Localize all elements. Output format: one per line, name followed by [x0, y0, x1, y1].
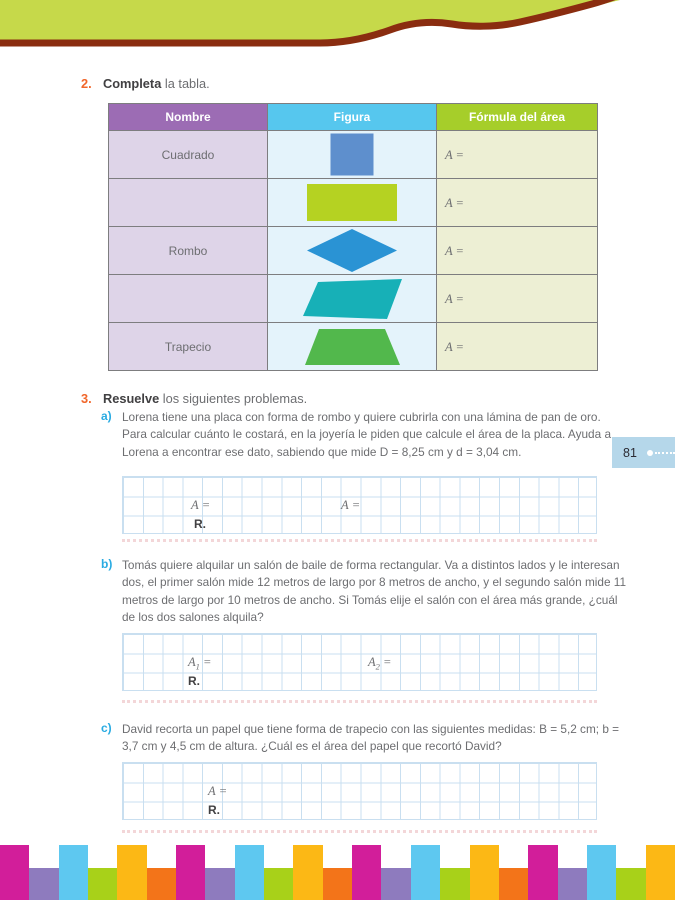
footer-block [147, 868, 176, 900]
footer-block [235, 845, 264, 900]
figure-cell [268, 131, 437, 179]
page-number-badge [612, 437, 675, 468]
figure-name: Cuadrado [109, 131, 268, 179]
exercise2-title-rest: la tabla. [161, 76, 210, 91]
exercise2-title-bold: Completa [103, 76, 162, 91]
footer-block [176, 845, 205, 900]
table-header-row [109, 104, 598, 131]
table-row [109, 275, 598, 323]
figure-cell [268, 227, 437, 275]
problem-c-text: David recorta un papel que tiene forma de trapecio con las siguientes medidas: B = 5,2 cm; b = 3,7 cm y 4,5 cm de altura. ¿Cuál es el área del papel que recortó David? [122, 722, 620, 754]
footer-block [264, 868, 293, 900]
top-wave-decoration [0, 0, 675, 58]
exercise2-title [103, 76, 210, 91]
answer-grid-a [122, 476, 597, 534]
area-formula-slot: A = [445, 195, 464, 210]
answer-grid-c [122, 762, 597, 820]
table-row [109, 323, 598, 371]
table-row [109, 179, 598, 227]
problem-a-text: Lorena tiene una placa con forma de rombo y quiere cubrirla con una lámina de pan de oro. Para calcular cuánto le costará, en la joyería le piden que calcule el área de la placa. Ayuda a Lorena a encontrar ese dato, sabiendo que mide D = 8,25 cm y d = 3,04 cm. [122, 410, 612, 459]
exercise3-number: 3. [81, 391, 92, 406]
badge-dotted-line [655, 452, 675, 454]
footer-block [440, 868, 469, 900]
footer-block [616, 868, 645, 900]
trapezoid-shape [305, 329, 400, 365]
footer-block [646, 845, 675, 900]
header-figura: Figura [268, 104, 437, 131]
exercise3-title [103, 391, 307, 406]
footer-block [528, 845, 557, 900]
rhombus-shape [307, 229, 397, 272]
footer-block [499, 868, 528, 900]
formula-slot: A = [191, 498, 211, 512]
formula-slot: $A_1$ = [188, 655, 212, 672]
footer-block [88, 868, 117, 900]
figure-name: Rombo [109, 227, 268, 275]
response-label: R. [194, 517, 206, 531]
formula-slot: A = [208, 784, 228, 798]
area-formula-slot: A = [445, 339, 464, 354]
area-formula-slot: A = [445, 291, 464, 306]
footer-block [411, 845, 440, 900]
footer-block [352, 845, 381, 900]
footer-block [59, 845, 88, 900]
table-row [109, 131, 598, 179]
footer-block [323, 868, 352, 900]
footer-block [587, 845, 616, 900]
table-row [109, 227, 598, 275]
exercise3-title-bold: Resuelve [103, 391, 160, 406]
separator-line [122, 830, 597, 833]
problem-a-label: a) [101, 409, 112, 423]
footer-block [29, 868, 58, 900]
figure-name: Trapecio [109, 323, 268, 371]
header-formula: Fórmula del área [437, 104, 598, 131]
header-nombre: Nombre [109, 104, 268, 131]
exercise2-number: 2. [81, 76, 92, 91]
figures-table [108, 103, 598, 371]
page-number: 81 [623, 445, 637, 460]
footer-block [558, 868, 587, 900]
square-shape [330, 133, 374, 176]
footer-block [381, 868, 410, 900]
formula-slot: A = [341, 498, 361, 512]
area-formula-slot: A = [445, 147, 464, 162]
response-label: R. [208, 803, 220, 817]
formula-slot: $A_2$ = [368, 655, 392, 672]
figure-cell [268, 323, 437, 371]
footer-blocks [0, 845, 675, 900]
answer-grid-b [122, 633, 597, 691]
exercise3-title-rest: los siguientes problemas. [159, 391, 308, 406]
response-label: R. [188, 674, 200, 688]
figure-name [109, 179, 268, 227]
badge-dot [647, 450, 653, 456]
problem-c-label: c) [101, 721, 112, 735]
area-formula-slot: A = [445, 243, 464, 258]
figure-cell [268, 275, 437, 323]
footer-block [205, 868, 234, 900]
parallelogram-shape [303, 279, 402, 319]
separator-line [122, 539, 597, 542]
problem-b-label: b) [101, 557, 113, 571]
figure-name [109, 275, 268, 323]
footer-block [0, 845, 29, 900]
footer-block [293, 845, 322, 900]
separator-line [122, 700, 597, 703]
footer-block [117, 845, 146, 900]
problem-b-text: Tomás quiere alquilar un salón de baile de forma rectangular. Va a distintos lados y le interesan dos, el primer salón mide 12 metros de largo por 8 metros de ancho, y el segundo salón mide 11 metros de largo por 10 metros de ancho. Si Tomás elije el salón con el área más grande, ¿cuál de los dos salones alquila? [122, 558, 627, 625]
figure-cell [268, 179, 437, 227]
rectangle-shape [307, 184, 397, 221]
footer-block [470, 845, 499, 900]
